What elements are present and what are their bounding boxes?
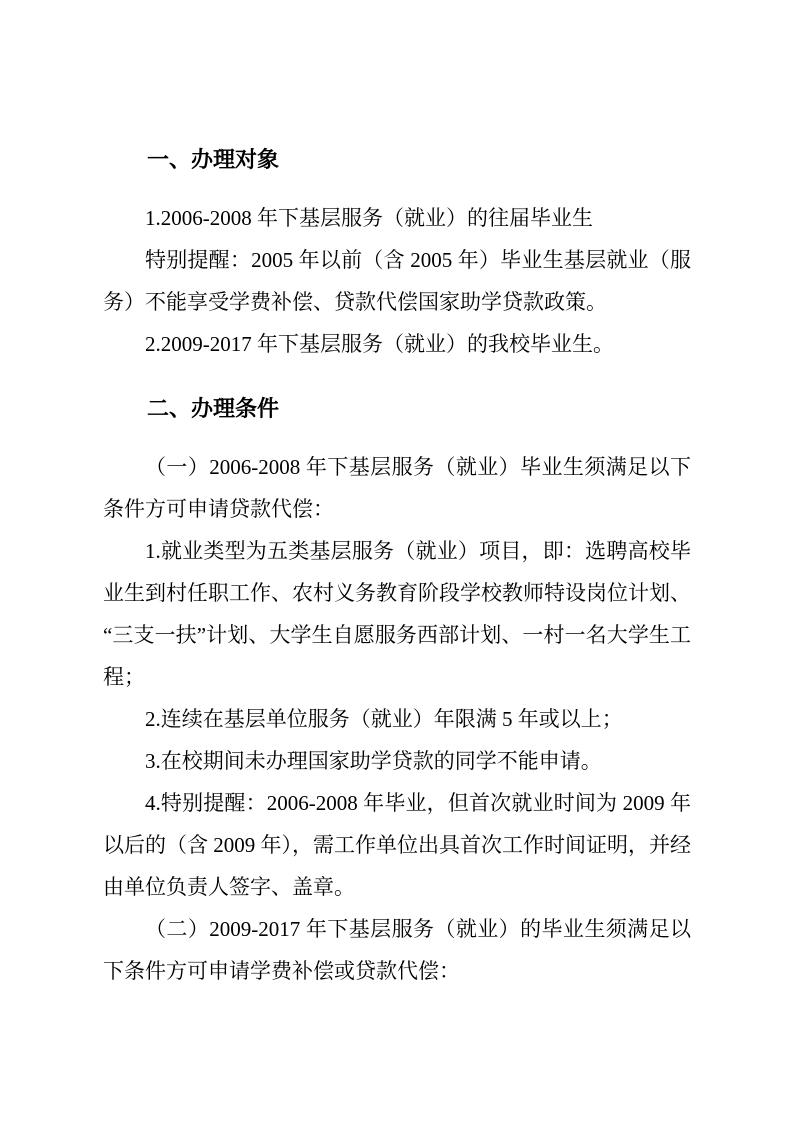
section-heading-handling-targets: 一、办理对象 [147, 147, 280, 172]
section-heading-handling-conditions: 二、办理条件 [147, 396, 280, 421]
paragraph-condition-4-special-reminder-proof: 4.特别提醒：2006-2008 年毕业，但首次就业时间为 2009 年以后的（含 2009 年），需工作单位出具首次工作时间证明，并经由单位负责人签字、盖章。 [103, 791, 691, 899]
paragraph-condition-2-service-years: 2.连续在基层单位服务（就业）年限满 5 年或以上； [145, 707, 623, 731]
paragraph-item-2-graduates-2009-2017: 2.2009-2017 年下基层服务（就业）的我校毕业生。 [145, 332, 614, 356]
paragraph-condition-group-1-intro: （一）2006-2008 年下基层服务（就业）毕业生须满足以下条件方可申请贷款代偿： [103, 455, 691, 521]
paragraph-special-reminder-2005: 特别提醒：2005 年以前（含 2005 年）毕业生基层就业（服务）不能享受学费补偿、贷款代偿国家助学贷款政策。 [103, 248, 691, 314]
paragraph-condition-3-no-loan-ineligible: 3.在校期间未办理国家助学贷款的同学不能申请。 [145, 749, 602, 773]
paragraph-condition-group-2-intro: （二）2009-2017 年下基层服务（就业）的毕业生须满足以下条件方可申请学费补偿或贷款代偿： [103, 917, 691, 983]
paragraph-condition-1-employment-types: 1.就业类型为五类基层服务（就业）项目，即：选聘高校毕业生到村任职工作、农村义务教育阶段学校教师特设岗位计划、“三支一扶”计划、大学生自愿服务西部计划、一村一名大学生工程； [103, 539, 691, 689]
paragraph-item-1-graduates-2006-2008: 1.2006-2008 年下基层服务（就业）的往届毕业生 [145, 206, 593, 230]
